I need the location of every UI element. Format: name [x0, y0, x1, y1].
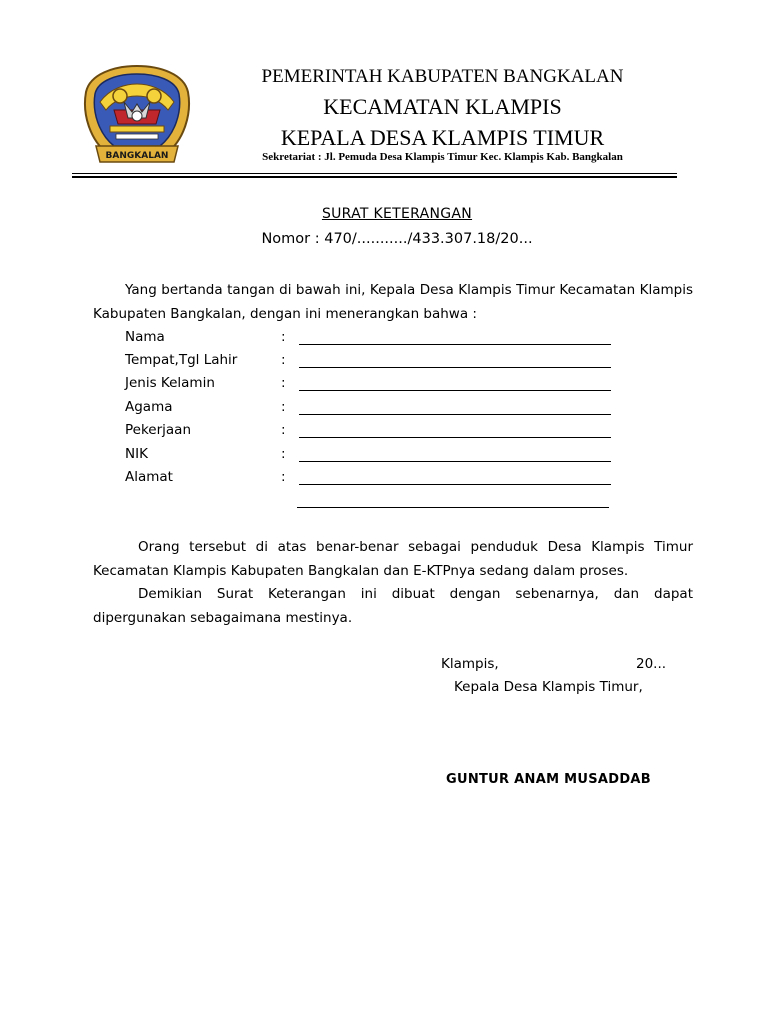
letterhead-government: PEMERINTAH KABUPATEN BANGKALAN	[261, 66, 624, 87]
intro-text: Yang bertanda tangan di bawah ini, Kepala Desa Klampis Timur Kecamatan Klampis Kabupaten Bangkalan, dengan ini menerangkan bahwa :	[93, 282, 693, 322]
field-blank-line	[299, 437, 611, 438]
logo-text: BANGKALAN	[105, 151, 169, 161]
field-label: Tempat,Tgl Lahir	[125, 352, 238, 368]
field-label: Pekerjaan	[125, 422, 192, 438]
letterhead-address: Sekretariat : Jl. Pemuda Desa Klampis Timur Kec. Klampis Kab. Bangkalan	[262, 151, 623, 163]
field-blank-line	[299, 484, 611, 485]
body-text-1: Orang tersebut di atas benar-benar sebagai penduduk Desa Klampis Timur Kecamatan Klampis Kabupaten Bangkalan dan E-KTPnya sedang dalam proses.	[93, 539, 693, 579]
field-separator: :	[281, 399, 286, 415]
field-blank-line	[299, 367, 611, 368]
bangkalan-logo	[80, 62, 194, 170]
field-separator: :	[281, 446, 286, 462]
body-text-2: Demikian Surat Keterangan ini dibuat dengan sebenarnya, dan dapat dipergunakan sebagaimana mestinya.	[93, 586, 693, 626]
field-separator: :	[281, 329, 286, 345]
letterhead-rule-thick	[72, 176, 677, 178]
field-label: Jenis Kelamin	[125, 375, 215, 391]
letter-number: Nomor : 470/.........../433.307.18/20...	[261, 231, 533, 247]
field-blank-line	[299, 390, 611, 391]
field-separator: :	[281, 422, 286, 438]
body-paragraph-1	[93, 536, 693, 583]
field-label: Alamat	[125, 469, 173, 485]
letterhead-rule-thin	[72, 173, 677, 174]
letter-title: SURAT KETERANGAN	[321, 206, 473, 222]
field-label: Agama	[125, 399, 173, 415]
field-separator: :	[281, 469, 286, 485]
signature-date: 20...	[636, 656, 667, 672]
letterhead-district: KECAMATAN KLAMPIS	[323, 94, 562, 119]
signatory-name: GUNTUR ANAM MUSADDAB	[446, 772, 651, 787]
field-label: NIK	[125, 446, 148, 462]
signature-title: Kepala Desa Klampis Timur,	[454, 679, 643, 695]
field-separator: :	[281, 352, 286, 368]
signature-place: Klampis,	[441, 656, 499, 672]
field-separator: :	[281, 375, 286, 391]
body-paragraph-2	[93, 583, 693, 630]
field-blank-line	[299, 414, 611, 415]
intro-paragraph	[93, 279, 693, 326]
letterhead-village: KEPALA DESA KLAMPIS TIMUR	[280, 125, 605, 150]
alamat-extra-line	[297, 507, 609, 508]
field-label: Nama	[125, 329, 165, 345]
field-blank-line	[299, 344, 611, 345]
field-blank-line	[299, 461, 611, 462]
